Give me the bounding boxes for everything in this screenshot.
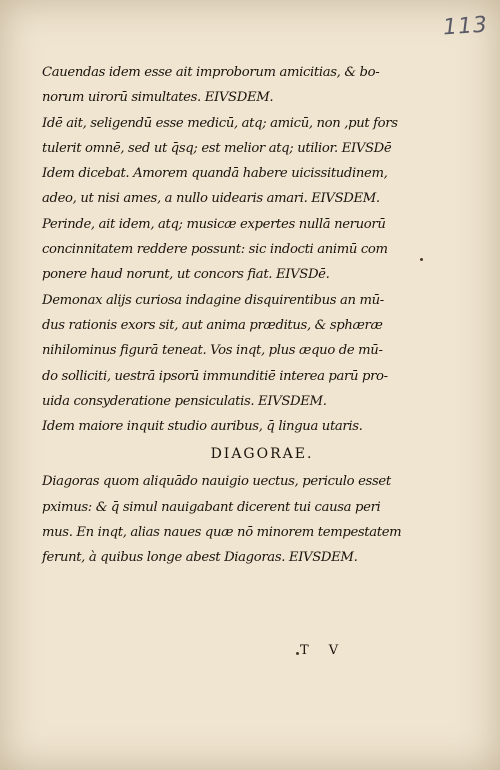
ink-speck — [296, 652, 299, 655]
text-line: adeo, ut nisi ames, a nullo uidearis amari. EIVSDEM. — [42, 191, 380, 207]
folio-number: 113 — [442, 12, 489, 41]
section-heading: DIAGORAE. — [210, 446, 314, 463]
text-line: pximus: & q̄ simul nauigabant dicerent tui causa peri — [42, 499, 381, 515]
text-line: mus. En inqt, alias naues quæ nō minorem tempestatem — [42, 525, 402, 541]
text-line: Idem maiore inquit studio auribus, q̄ lingua utaris. — [42, 419, 363, 435]
text-line: ponere haud norunt, ut concors fiat. EIVSDē. — [42, 267, 330, 283]
text-line: nihilominus figurā teneat. Vos inqt, plus æquo de mū- — [42, 343, 383, 359]
text-line: Demonax alijs curiosa indagine disquirentibus an mū- — [42, 292, 384, 308]
text-line: dus rationis exors sit, aut anima præditus, & sphæræ — [42, 317, 383, 333]
text-line: Diagoras quom aliquādo nauigio uectus, periculo esset — [42, 474, 391, 490]
catchword: T V — [300, 643, 347, 658]
text-line: ferunt, à quibus longe abest Diagoras. EIVSDEM. — [42, 550, 358, 566]
text-line: norum uirorū simultates. EIVSDEM. — [42, 90, 274, 106]
text-line: concinnitatem reddere possunt: sic indocti animū com — [42, 242, 388, 258]
text-line: Idem dicebat. Amorem quandā habere uicissitudinem, — [42, 166, 388, 182]
page-text — [42, 60, 482, 571]
text-line: Cauendas idem esse ait improborum amicitias, & bo- — [42, 65, 380, 80]
text-line: Idē ait, seligendū esse medicū, atq; amicū, non ,put fors — [42, 115, 398, 131]
text-line: do solliciti, uestrā ipsorū immunditiē interea parū pro- — [42, 368, 388, 384]
text-line: uida consyderatione pensiculatis. EIVSDEM. — [42, 393, 327, 409]
text-line: Perinde, ait idem, atq; musicæ expertes nullā neruorū — [42, 216, 386, 232]
ink-speck — [420, 258, 423, 261]
text-line: tulerit omnē, sed ut q̄sq; est melior atq; utilior. EIVSDē — [42, 140, 392, 156]
